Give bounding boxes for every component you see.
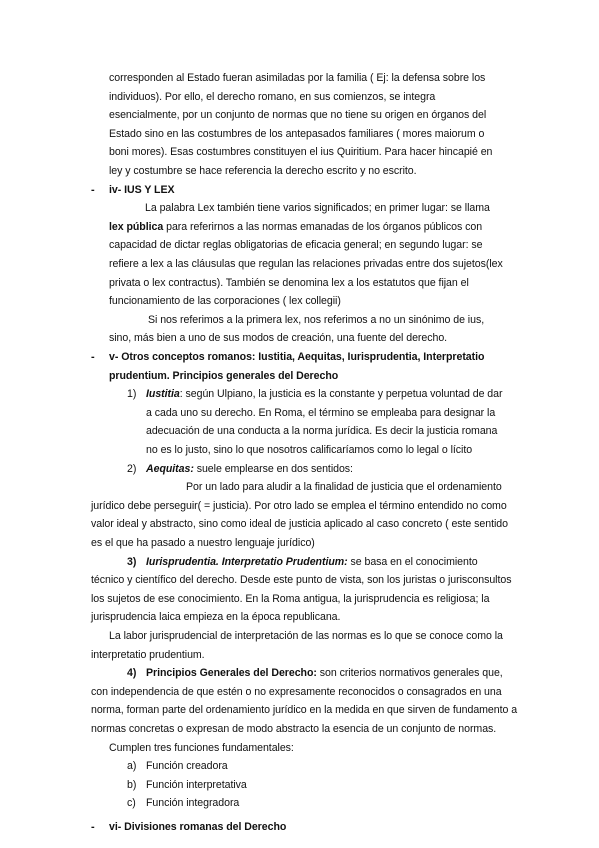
- paragraph-line: La palabra Lex también tiene varios significados; en primer lugar: se llama: [145, 202, 490, 215]
- paragraph-line: Si nos referimos a la primera lex, nos referimos a no un sinónimo de ius,: [148, 313, 485, 326]
- list-item-line: [146, 463, 353, 476]
- list-item-line: los sujetos de ese conocimiento. En la Roma antigua, la jurisprudencia es religiosa; la: [91, 592, 490, 605]
- paragraph-line: individuos). Por ello, el derecho romano, en sus comienzos, se integra: [109, 90, 436, 103]
- section-bullet: -: [91, 821, 95, 834]
- paragraph-line: esencialmente, por un conjunto de normas que no tiene su origen en órganos del: [109, 109, 487, 122]
- term-principios: Principios Generales del Derecho:: [146, 667, 317, 680]
- function-item: Función creadora: [146, 760, 228, 773]
- list-number: 4): [127, 667, 137, 680]
- list-item-line: a cada uno su derecho. En Roma, el término se empleaba para designar la: [146, 406, 496, 419]
- paragraph-line: funcionamiento de las corporaciones ( lex collegii): [109, 295, 341, 308]
- list-item-line: normas concretas o expresan de modo abstracto la esencia de un conjunto de normas.: [91, 723, 497, 735]
- paragraph-line: interpretatio prudentium.: [91, 648, 205, 661]
- paragraph-line: La labor jurisprudencial de interpretación de las normas es lo que se conoce como la: [109, 630, 503, 642]
- list-number: 1): [127, 388, 137, 401]
- term-iurisprudentia: Iurisprudentia. Interpretatio Prudentium:: [146, 555, 348, 568]
- list-item-line: es el que ha pasado a nuestro lenguaje jurídico): [91, 537, 315, 549]
- list-number: 2): [127, 462, 137, 475]
- list-item-line: [146, 556, 478, 569]
- section-bullet: -: [91, 351, 95, 363]
- list-item-line: jurisprudencia laica empieza en la época republicana.: [91, 611, 341, 624]
- list-item-line: no es lo justo, sino lo que nosotros calificaríamos como lo legal o lícito: [146, 444, 473, 456]
- paragraph-line: [109, 221, 482, 234]
- section-heading: iv- IUS Y LEX: [109, 183, 175, 196]
- bold-term: lex pública: [109, 220, 164, 233]
- list-item-line: norma, forman parte del ordenamiento jurídico en la medida en que sirven de fundamento a: [91, 704, 518, 717]
- section-heading: prudentium. Principios generales del Derecho: [109, 369, 339, 382]
- list-item-line: técnico y científico del derecho. Desde este punto de vista, son los juristas o jurisconsultos: [91, 574, 512, 587]
- paragraph-line: Estado sino en las costumbres de los antepasados familiares ( mores maiorum o: [109, 127, 485, 140]
- paragraph-line: corresponden al Estado fueran asimiladas por la familia ( Ej: la defensa sobre los: [109, 72, 486, 84]
- list-item-line: jurídico debe perseguir( = justicia). Por otro lado se emplea el término entendido no como: [91, 499, 507, 512]
- list-letter: b): [127, 778, 137, 791]
- list-letter: c): [127, 797, 136, 810]
- function-item: Función integradora: [146, 797, 240, 810]
- paragraph-line: ley y costumbre se hace referencia la derecho escrito y no escrito.: [109, 165, 417, 177]
- line-rest: suele emplearse en dos sentidos:: [193, 462, 353, 475]
- section-bullet: -: [91, 183, 95, 196]
- list-item-line: Por un lado para aludir a la finalidad de justicia que el ordenamiento: [186, 481, 502, 494]
- paragraph-line: refiere a lex a las cláusulas que regulan las relaciones privadas entre dos sujetos(lex: [109, 258, 503, 270]
- paragraph-line: capacidad de dictar reglas obligatorias de eficacia general; en segundo lugar: se: [109, 239, 483, 252]
- list-item-line: valor ideal y abstracto, sino como ideal de justicia aplicado al caso concreto ( este sentido: [91, 518, 508, 531]
- line-rest: son criterios normativos generales que,: [316, 667, 503, 680]
- function-item: Función interpretativa: [146, 778, 247, 791]
- line-rest: para referirnos a las normas emanadas de los órganos públicos con: [163, 220, 483, 233]
- list-item-line: [146, 667, 503, 680]
- line-rest: : según Ulpiano, la justicia es la constante y perpetua voluntad de dar: [179, 388, 503, 401]
- list-letter: a): [127, 760, 137, 773]
- paragraph-line: Cumplen tres funciones fundamentales:: [109, 741, 294, 754]
- paragraph-line: boni mores). Esas costumbres constituyen el ius Quiritium. Para hacer hincapié en: [109, 146, 493, 159]
- paragraph-line: sino, más bien a uno de sus modos de creación, una fuente del derecho.: [109, 332, 448, 345]
- paragraph-line: privata o lex contractus). También se denomina lex a los estatutos que fijan el: [109, 276, 469, 289]
- term-iustitia: Iustitia: [146, 388, 180, 401]
- section-heading: vi- Divisiones romanas del Derecho: [109, 821, 287, 834]
- section-heading: v- Otros conceptos romanos: Iustitia, Aequitas, Iurisprudentia, Interpretatio: [109, 351, 485, 363]
- list-item-line: con independencia de que estén o no expresamente reconocidos o consagrados en una: [91, 685, 502, 698]
- term-aequitas: Aequitas:: [146, 462, 194, 475]
- list-item-line: adecuación de una conducta a la norma jurídica. Es decir la justicia romana: [146, 425, 498, 438]
- line-rest: se basa en el conocimiento: [347, 555, 478, 568]
- list-item-line: [146, 388, 502, 401]
- list-number: 3): [127, 555, 137, 568]
